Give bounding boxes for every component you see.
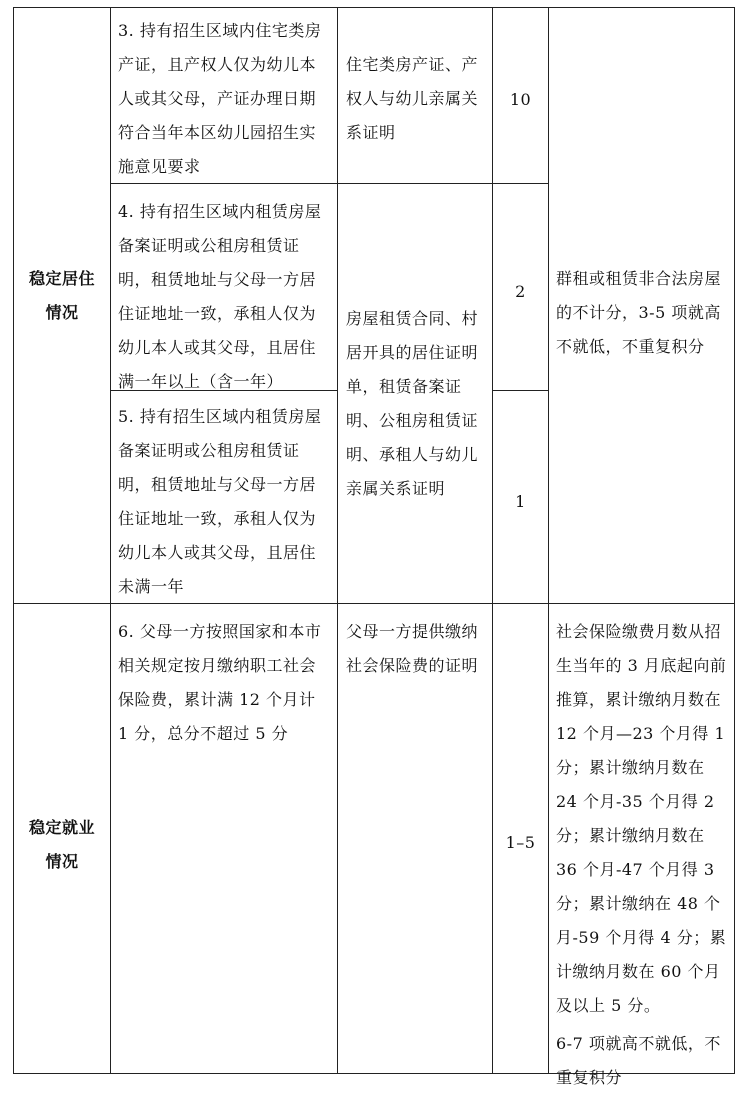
material-rental: 房屋租赁合同、村居开具的居住证明单，租赁备案证明、公租房租赁证明、承租人与幼儿亲属关系证明 xyxy=(346,309,479,498)
column-divider xyxy=(110,7,111,1074)
score-item-5: 1 xyxy=(515,492,526,511)
note-employment-detail: 社会保险缴费月数从招生当年的 3 月底起向前推算，累计缴纳月数在 12 个月—23 个月得 1 分；累计缴纳月数在 24 个月-35 个月得 2 分；累计缴纳月数在 36 个月-47 个月得 3 分；累计缴纳在 48 个月-59 个月得 4 分；累计缴纳月数在 60 个月及以上 5 分。 xyxy=(556,622,727,1015)
column-divider xyxy=(337,7,338,1074)
table-border-left xyxy=(13,7,14,1074)
category-residence: 稳定居住 情况 xyxy=(28,269,95,322)
category-employment: 稳定就业 情况 xyxy=(28,818,95,871)
condition-item-5: 5. 持有招生区域内租赁房屋备案证明或公租房租赁证明，租赁地址与父母一方居住证地址一致，承租人仅为幼儿本人或其父母，且居住未满一年 xyxy=(118,407,322,596)
table-border-right xyxy=(734,7,735,1074)
column-divider xyxy=(492,7,493,1074)
table-border-top xyxy=(13,7,735,8)
note-employment-rule: 6-7 项就高不就低，不重复积分 xyxy=(556,1034,721,1087)
score-item-6: 1–5 xyxy=(505,833,536,852)
note-residence: 群租或租赁非合法房屋的不计分，3-5 项就高不就低，不重复积分 xyxy=(556,269,722,356)
material-item-6: 父母一方提供缴纳社会保险费的证明 xyxy=(346,622,479,675)
condition-item-4: 4. 持有招生区域内租赁房屋备案证明或公租房租赁证明，租赁地址与父母一方居住证地址一致，承租人仅为幼儿本人或其父母，且居住满一年以上（含一年） xyxy=(118,202,322,391)
score-item-4: 2 xyxy=(515,282,526,301)
condition-item-3: 3. 持有招生区域内住宅类房产证，且产权人仅为幼儿本人或其父母，产证办理日期符合当年本区幼儿园招生实施意见要求 xyxy=(118,21,322,176)
score-item-3: 10 xyxy=(509,90,532,109)
row-divider xyxy=(492,390,548,391)
note-employment xyxy=(556,615,728,1095)
condition-item-6: 6. 父母一方按照国家和本市相关规定按月缴纳职工社会保险费，累计满 12 个月计 1 分，总分不超过 5 分 xyxy=(118,622,322,743)
column-divider xyxy=(548,7,549,1074)
material-item-3: 住宅类房产证、产权人与幼儿亲属关系证明 xyxy=(346,55,479,142)
